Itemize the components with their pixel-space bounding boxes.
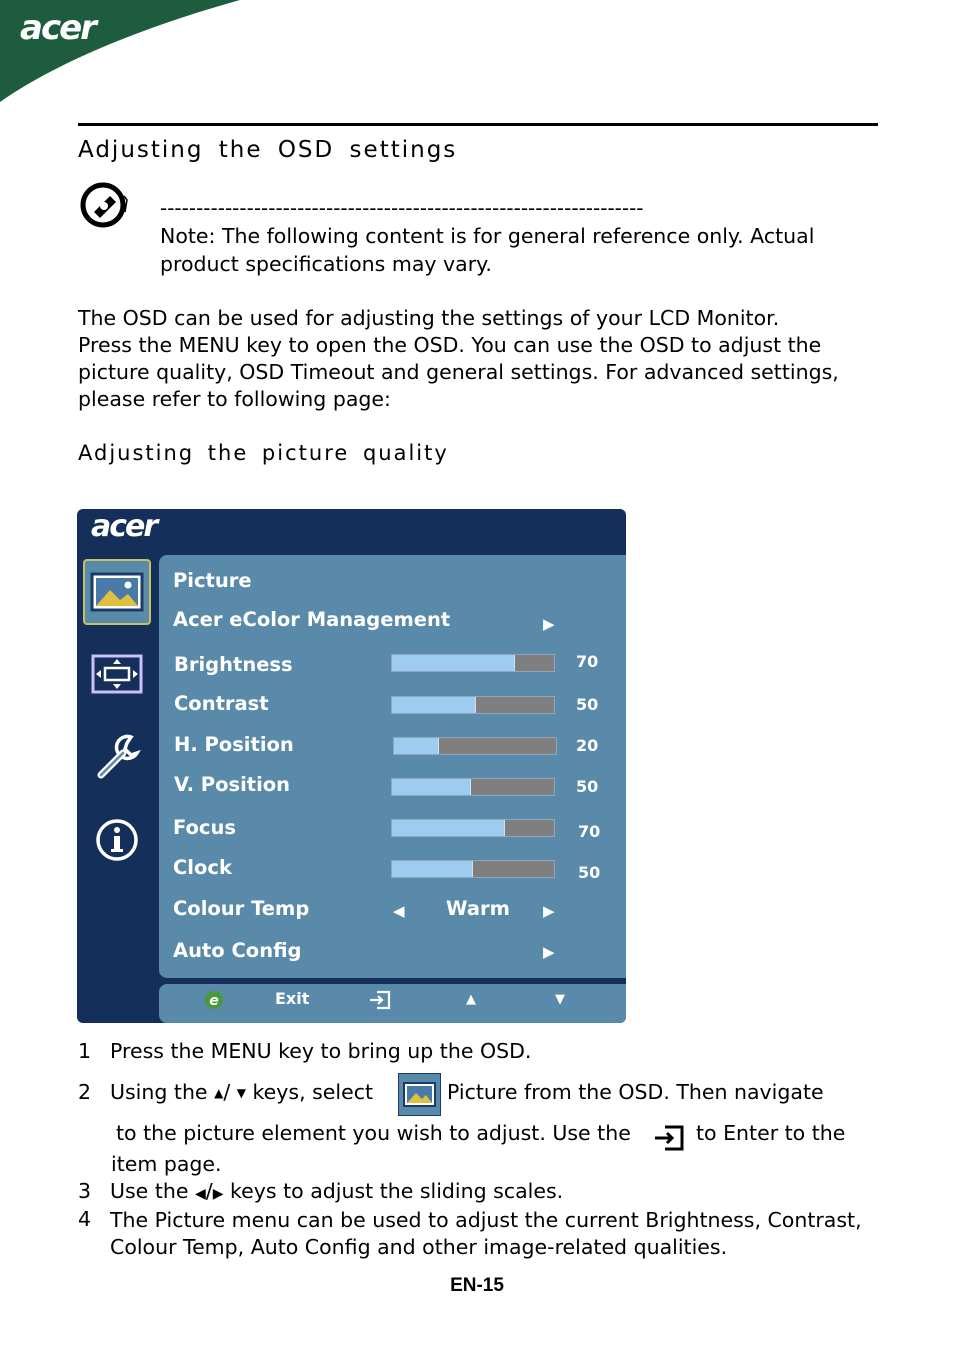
- step-text-part: item page.: [111, 1152, 222, 1176]
- wrench-icon: [91, 731, 143, 783]
- osd-slider[interactable]: [391, 696, 555, 714]
- intro-line: picture quality, OSD Timeout and general settings. For advanced settings,: [78, 360, 839, 384]
- osd-slider-fill: [392, 655, 515, 671]
- step-number: 4: [78, 1207, 92, 1231]
- right-arrow-icon[interactable]: ▶: [543, 902, 555, 920]
- step-text-part: to the picture element you wish to adjust. Use the: [116, 1121, 631, 1145]
- osd-ecolor-item[interactable]: Acer eColor Management: [173, 608, 451, 631]
- section-title: Adjusting the OSD settings: [78, 137, 458, 163]
- osd-item-value: 50: [576, 695, 599, 714]
- right-arrow-icon: ▶: [543, 943, 555, 961]
- intro-line: please refer to following page:: [78, 387, 391, 411]
- step-text-line: The Picture menu can be used to adjust the current Brightness, Contrast,: [110, 1208, 862, 1232]
- step-number: 3: [78, 1179, 92, 1203]
- page-number: EN-15: [450, 1275, 504, 1296]
- display-position-icon: [90, 653, 144, 695]
- step-text: Press the MENU key to bring up the OSD.: [110, 1039, 532, 1063]
- osd-item-label[interactable]: H. Position: [174, 733, 294, 756]
- osd-slider[interactable]: [393, 737, 557, 755]
- osd-slider-fill: [392, 779, 471, 795]
- note-divider: -------------------------------------------------------------------: [160, 196, 644, 220]
- acer-logo: acer: [20, 8, 95, 48]
- osd-acer-logo: acer: [91, 509, 157, 544]
- osd-slider[interactable]: [391, 654, 555, 672]
- osd-item-value: 70: [576, 652, 599, 671]
- left-arrow-icon: ◀: [195, 1186, 206, 1202]
- slash: /: [223, 1080, 231, 1104]
- note-line: Note: The following content is for general reference only. Actual: [160, 224, 815, 248]
- down-arrow-icon: ▼: [236, 1086, 246, 1100]
- right-arrow-icon: ▶: [212, 1186, 224, 1202]
- svg-text:e: e: [209, 993, 219, 1009]
- section-rule: [78, 123, 878, 126]
- osd-slider[interactable]: [391, 819, 555, 837]
- picture-icon: [398, 1073, 441, 1116]
- osd-colour-temp-label[interactable]: Colour Temp: [173, 897, 310, 920]
- osd-slider[interactable]: [391, 778, 555, 796]
- right-arrow-icon: ▶: [543, 615, 555, 633]
- step-3: [78, 1179, 878, 1203]
- osd-slider-fill: [394, 738, 439, 754]
- step-text-part: to Enter to the: [696, 1121, 846, 1145]
- enter-icon[interactable]: [369, 990, 391, 1010]
- osd-display-tab[interactable]: [83, 641, 151, 707]
- step-number: 2: [78, 1080, 92, 1104]
- up-arrow-icon[interactable]: ▲: [466, 992, 476, 1007]
- osd-settings-tab[interactable]: [83, 724, 151, 790]
- note-line: product specifications may vary.: [160, 252, 492, 276]
- step-text: [110, 1080, 373, 1104]
- down-arrow-icon[interactable]: ▼: [555, 992, 565, 1007]
- e-key-icon[interactable]: [204, 990, 224, 1010]
- step-1: [78, 1039, 532, 1063]
- osd-info-tab[interactable]: [83, 807, 151, 873]
- osd-slider-fill: [392, 820, 505, 836]
- osd-item-label[interactable]: Brightness: [174, 653, 293, 676]
- osd-item-label[interactable]: Clock: [173, 856, 232, 879]
- osd-exit-label[interactable]: Exit: [275, 989, 310, 1008]
- step-text-line: Colour Temp, Auto Config and other image-related qualities.: [110, 1235, 728, 1259]
- step-number: 1: [78, 1039, 92, 1063]
- osd-item-value: 20: [576, 736, 599, 755]
- enter-icon: [653, 1124, 685, 1152]
- subsection-title: Adjusting the picture quality: [78, 441, 449, 465]
- step-text-part: Using the: [110, 1080, 208, 1104]
- osd-slider[interactable]: [391, 860, 555, 878]
- osd-colour-temp-value: Warm: [446, 897, 510, 920]
- step-text: [110, 1207, 862, 1261]
- osd-picture-tab[interactable]: [83, 559, 151, 625]
- step-text-part: Picture from the OSD. Then navigate: [447, 1080, 824, 1104]
- note-icon: [80, 182, 130, 228]
- intro-line: Press the MENU key to open the OSD. You can use the OSD to adjust the: [78, 333, 822, 357]
- step-text: [110, 1179, 563, 1203]
- osd-item-label[interactable]: Focus: [173, 816, 236, 839]
- osd-menu: [77, 509, 626, 1023]
- step-text-part: keys, select: [252, 1080, 374, 1104]
- osd-item-value: 50: [576, 777, 599, 796]
- intro-paragraph: [78, 305, 878, 413]
- osd-item-value: 70: [578, 822, 601, 841]
- osd-slider-fill: [392, 697, 476, 713]
- osd-panel-title: Picture: [173, 569, 252, 592]
- intro-line: The OSD can be used for adjusting the settings of your LCD Monitor.: [78, 306, 780, 330]
- osd-item-label[interactable]: V. Position: [174, 773, 291, 796]
- step-text-part: Use the: [110, 1179, 189, 1203]
- note-text: [160, 222, 860, 278]
- osd-slider-fill: [392, 861, 473, 877]
- picture-icon: [90, 572, 144, 612]
- info-icon: [94, 817, 140, 863]
- left-arrow-icon[interactable]: ◀: [393, 902, 405, 920]
- osd-item-value: 50: [578, 863, 601, 882]
- up-arrow-icon: ▲: [214, 1086, 224, 1100]
- step-4: [78, 1207, 878, 1259]
- osd-auto-config-item[interactable]: Auto Config: [173, 939, 302, 962]
- step-text-part: keys to adjust the sliding scales.: [230, 1179, 564, 1203]
- slash: /: [205, 1179, 213, 1203]
- osd-item-label[interactable]: Contrast: [174, 692, 269, 715]
